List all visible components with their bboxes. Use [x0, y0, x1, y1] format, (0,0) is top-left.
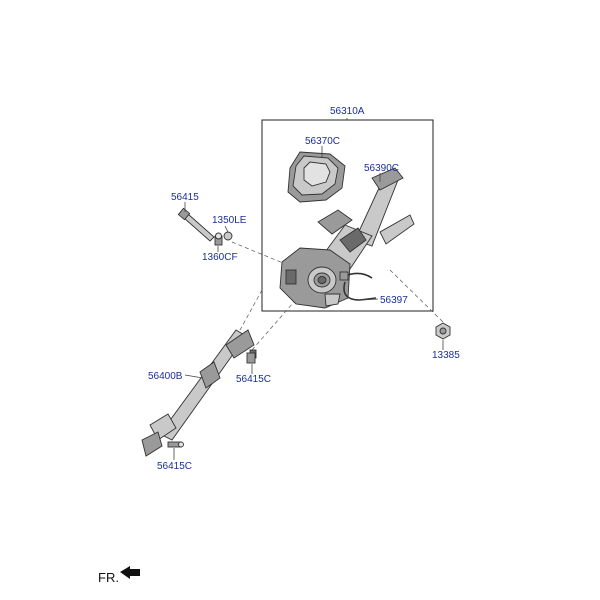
- washer-1360cf-part: [215, 233, 222, 245]
- nut-1350le-part: [224, 232, 232, 240]
- label-56400b: 56400B: [148, 371, 183, 382]
- label-1360cf: 1360CF: [202, 252, 238, 263]
- label-1350le: 1350LE: [212, 215, 247, 226]
- gear-housing-part: [280, 248, 350, 308]
- front-direction-label: FR.: [98, 570, 119, 585]
- label-56310a: 56310A: [330, 106, 365, 117]
- label-56370c: 56370C: [305, 136, 341, 147]
- label-56415: 56415: [171, 192, 199, 203]
- nut-13385-part: [436, 323, 450, 339]
- bolt-56415c-upper-part: [247, 353, 255, 363]
- bolt-56415c-lower-part: [168, 442, 184, 447]
- label-56415c-lower: 56415C: [157, 461, 193, 472]
- label-56415c-upper: 56415C: [236, 374, 272, 385]
- bolt-56415-part: [178, 208, 214, 241]
- label-13385: 13385: [432, 350, 460, 361]
- motor-cover-part: [288, 152, 345, 202]
- label-56397: 56397: [380, 295, 408, 306]
- front-arrow-icon: [120, 566, 140, 579]
- joint-shaft-part: [142, 330, 256, 456]
- label-56390c: 56390C: [364, 163, 400, 174]
